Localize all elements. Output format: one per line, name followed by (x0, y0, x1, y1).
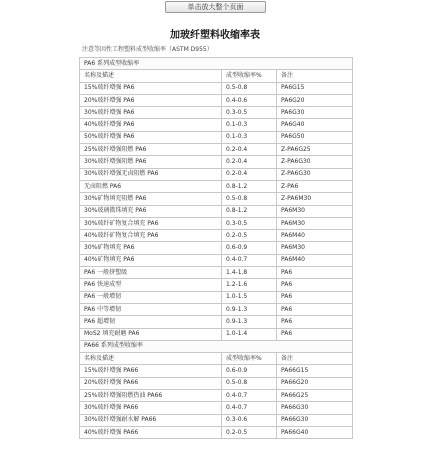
shrinkage-rate-cell: 0.2-0.5 (222, 230, 277, 242)
remark-cell: PA6 (277, 267, 353, 279)
shrinkage-rate-cell: 1.2-1.6 (222, 279, 277, 291)
table-row (80, 328, 353, 340)
shrinkage-rate-cell: 0.3-0.5 (222, 107, 277, 119)
table-row (80, 254, 353, 266)
table-row (80, 279, 353, 291)
remark-cell: PA6G15 (277, 82, 353, 94)
table-row (80, 230, 353, 242)
remark-cell: PA66G15 (277, 365, 353, 377)
section-header-row (80, 58, 353, 70)
table-row (80, 94, 353, 106)
remark-cell: Z-PA6G30 (277, 168, 353, 180)
remark-cell: PA6M30 (277, 205, 353, 217)
remark-cell: Z-PA6G30 (277, 156, 353, 168)
shrinkage-table-body (80, 58, 353, 439)
remark-cell: PA6M40 (277, 230, 353, 242)
table-row (80, 303, 353, 315)
shrinkage-rate-cell: 0.2-0.4 (222, 168, 277, 180)
remark-cell: PA66G25 (277, 390, 353, 402)
table-row (80, 131, 353, 143)
column-header-row (80, 353, 353, 365)
shrinkage-rate-cell: 0.4-0.7 (222, 402, 277, 414)
column-header: 备注 (277, 70, 353, 82)
shrinkage-rate-cell: 1.0-1.4 (222, 328, 277, 340)
table-row (80, 365, 353, 377)
material-name-cell: 30%玻纤增强无卤阻燃 PA6 (80, 168, 222, 180)
material-name-cell: 30%玻纤矿物复合填充 PA6 (80, 217, 222, 229)
table-row (80, 144, 353, 156)
table-row (80, 82, 353, 94)
material-name-cell: 30%玻纤增强 PA66 (80, 402, 222, 414)
material-name-cell: 30%矿物填充阻燃 PA6 (80, 193, 222, 205)
shrinkage-rate-cell: 0.6-0.9 (222, 242, 277, 254)
table-row (80, 119, 353, 131)
table-row (80, 267, 353, 279)
section-title: PA66 系列成型收缩率 (80, 340, 353, 352)
shrinkage-rate-cell: 0.4-0.7 (222, 390, 277, 402)
remark-cell: PA66G20 (277, 377, 353, 389)
remark-cell: PA6G40 (277, 119, 353, 131)
shrinkage-rate-cell: 0.1-0.3 (222, 119, 277, 131)
section-title: PA6 系列成型收缩率 (80, 58, 353, 70)
column-header: 成型收缩率% (222, 353, 277, 365)
shrinkage-rate-cell: 0.9-1.3 (222, 316, 277, 328)
remark-cell: PA6G20 (277, 94, 353, 106)
shrinkage-rate-cell: 0.8-1.2 (222, 205, 277, 217)
page-title: 加玻纤塑料收缩率表 (170, 30, 260, 41)
column-header: 名称及描述 (80, 353, 222, 365)
table-row (80, 291, 353, 303)
material-name-cell: 30%玻纤增强耐水解 PA66 (80, 414, 222, 426)
remark-cell: PA66G30 (277, 414, 353, 426)
remark-cell: PA6 (277, 316, 353, 328)
material-name-cell: 20%玻纤增强 PA6 (80, 94, 222, 106)
shrinkage-rate-cell: 1.0-1.5 (222, 291, 277, 303)
remark-cell: PA6 (277, 291, 353, 303)
remark-cell: PA6M30 (277, 217, 353, 229)
material-name-cell: 30%玻璃微珠填充 PA6 (80, 205, 222, 217)
shrinkage-rate-cell: 0.2-0.4 (222, 144, 277, 156)
table-row (80, 316, 353, 328)
table-row (80, 426, 353, 438)
table-row (80, 242, 353, 254)
material-name-cell: 40%玻纤增强 PA66 (80, 426, 222, 438)
table-row (80, 377, 353, 389)
shrinkage-rate-cell: 0.4-0.6 (222, 94, 277, 106)
material-name-cell: 30%玻纤增强阻燃 PA6 (80, 156, 222, 168)
material-name-cell: PA6 超增韧 (80, 316, 222, 328)
remark-cell: PA6 (277, 279, 353, 291)
table-row (80, 205, 353, 217)
remark-cell: PA66G40 (277, 426, 353, 438)
table-row (80, 414, 353, 426)
table-row (80, 217, 353, 229)
table-row (80, 107, 353, 119)
shrinkage-rate-cell: 0.3-0.6 (222, 414, 277, 426)
material-name-cell: MoS2 填充耐磨 PA6 (80, 328, 222, 340)
material-name-cell: PA6 快速成型 (80, 279, 222, 291)
shrinkage-rate-cell: 0.2-0.5 (222, 426, 277, 438)
remark-cell: PA6M40 (277, 254, 353, 266)
material-name-cell: PA6 一般挤塑级 (80, 267, 222, 279)
shrinkage-rate-cell: 0.5-0.8 (222, 82, 277, 94)
material-name-cell: 40%矿物填充 PA6 (80, 254, 222, 266)
remark-cell: PA6 (277, 328, 353, 340)
material-name-cell: 15%玻纤增强 PA6 (80, 82, 222, 94)
remark-cell: PA6G50 (277, 131, 353, 143)
table-row (80, 390, 353, 402)
material-name-cell: 50%玻纤增强 PA6 (80, 131, 222, 143)
column-header-row (80, 70, 353, 82)
remark-cell: PA6M30 (277, 242, 353, 254)
material-name-cell: 25%玻纤增强阻燃热油 PA66 (80, 390, 222, 402)
shrinkage-rate-cell: 0.4-0.7 (222, 254, 277, 266)
table-row (80, 168, 353, 180)
shrinkage-rate-cell: 0.9-1.3 (222, 303, 277, 315)
shrinkage-rate-cell: 0.6-0.9 (222, 365, 277, 377)
remark-cell: PA6 (277, 303, 353, 315)
remark-cell: Z-PA6 (277, 180, 353, 192)
shrinkage-rate-cell: 0.3-0.5 (222, 217, 277, 229)
remark-cell: Z-PA6M30 (277, 193, 353, 205)
remark-cell: Z-PA6G25 (277, 144, 353, 156)
table-row (80, 402, 353, 414)
column-header: 成型收缩率% (222, 70, 277, 82)
material-name-cell: 25%玻纤增强阻燃 PA6 (80, 144, 222, 156)
column-header: 备注 (277, 353, 353, 365)
zoom-page-button[interactable]: 单击放大整个页面 (165, 1, 266, 13)
column-header: 名称及描述 (80, 70, 222, 82)
shrinkage-table (79, 57, 353, 439)
material-name-cell: PA6 一般增韧 (80, 291, 222, 303)
shrinkage-rate-cell: 0.1-0.3 (222, 131, 277, 143)
material-name-cell: 40%玻纤矿物复合填充 PA6 (80, 230, 222, 242)
page-subtitle: 注意等因性工程塑料成型收缩率（ASTM D955） (82, 46, 213, 53)
table-row (80, 180, 353, 192)
shrinkage-rate-cell: 0.5-0.8 (222, 193, 277, 205)
shrinkage-rate-cell: 0.5-0.8 (222, 377, 277, 389)
material-name-cell: 30%玻纤增强 PA6 (80, 107, 222, 119)
material-name-cell: 15%玻纤增强 PA66 (80, 365, 222, 377)
remark-cell: PA66G30 (277, 402, 353, 414)
material-name-cell: 30%矿物填充 PA6 (80, 242, 222, 254)
material-name-cell: 无卤阻燃 PA6 (80, 180, 222, 192)
remark-cell: PA6G30 (277, 107, 353, 119)
shrinkage-rate-cell: 0.8-1.2 (222, 180, 277, 192)
material-name-cell: 40%玻纤增强 PA6 (80, 119, 222, 131)
table-row (80, 156, 353, 168)
shrinkage-rate-cell: 1.4-1.8 (222, 267, 277, 279)
material-name-cell: 20%玻纤增强 PA66 (80, 377, 222, 389)
table-row (80, 193, 353, 205)
section-header-row (80, 340, 353, 352)
material-name-cell: PA6 中等增韧 (80, 303, 222, 315)
shrinkage-rate-cell: 0.2-0.4 (222, 156, 277, 168)
